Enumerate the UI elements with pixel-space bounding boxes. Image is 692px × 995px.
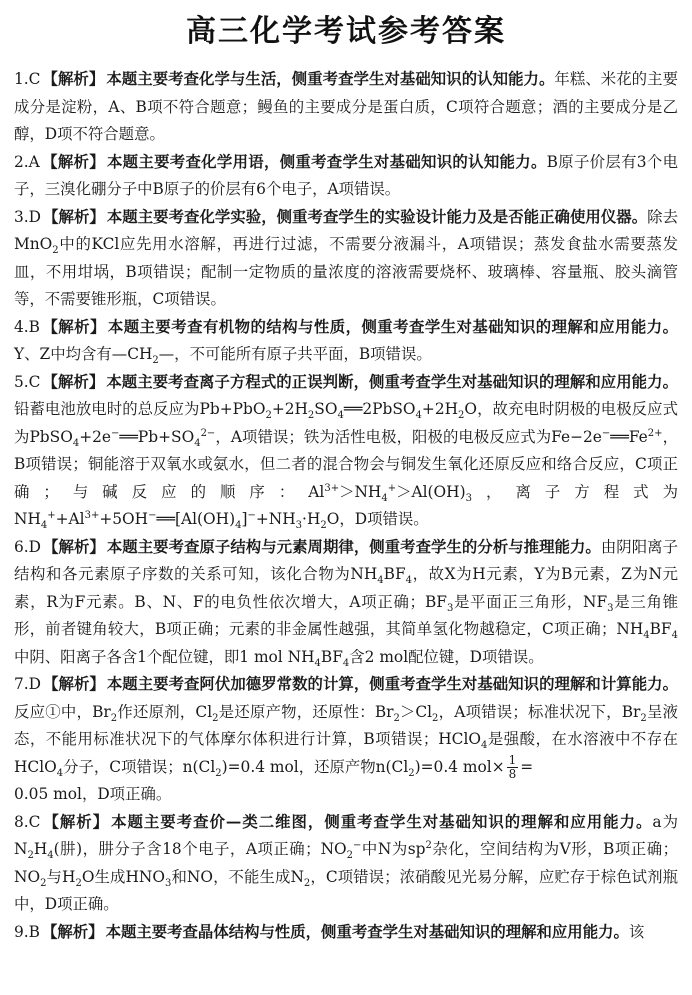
answer-item-7 [14,671,678,809]
subscript: 2 [110,712,118,724]
subscript: 2 [265,410,272,422]
answer-text: ，故X为H元素，Y为B元素，Z为N元素，R为F元素。B、N、F的电负性依次增大，A项正确；BF [14,565,678,611]
answer-text: O，故充电时阴极的电极反应式为PbSO [14,400,678,446]
answer-item-1 [14,66,678,149]
answer-text: ＞NH [339,482,382,501]
answer-text: a为N [14,812,678,858]
superscript: 2+ [647,427,663,439]
answer-text: Y、Z中均含有—CH [14,345,153,363]
answer-text: ] [241,510,248,528]
fraction [507,754,519,781]
answer-item-9 [14,919,678,947]
analysis-tag: 【解析】 [42,317,106,336]
answer-focus: 本题主要考查化学用语，侧重考查学生对基础知识的认知能力。 [106,152,547,171]
analysis-tag: 【解析】 [42,812,110,831]
answer-text: ══Pb+SO [119,427,195,446]
analysis-tag: 【解析】 [43,675,105,693]
answer-text: H [33,840,48,858]
answer-text: ＞Cl [399,702,433,721]
answer-text: 是还原产物，还原性：Br [218,702,394,721]
answer-focus: 本题主要考查阿伏加德罗常数的计算，侧重考查学生对基础知识的理解和计算能力。 [106,675,678,693]
subscript: 3 [465,492,472,504]
subscript: 4 [40,520,48,532]
subscript: 3 [607,602,614,614]
subscript: 2 [212,712,219,724]
answer-text: )=0.4 mol，还原产物n(Cl [221,757,409,776]
answer-text: ，A项错误；铁为活性电极，阳极的电极反应式为Fe−2e [215,427,602,446]
superscript: + [47,509,56,521]
answer-text: 作还原剂，Cl [117,702,213,721]
subscript: 2 [75,877,82,889]
answer-focus: 本题主要考查化学与生活，侧重考查学生对基础知识的认知能力。 [106,70,555,88]
answer-text: 分子，C项错误；n(Cl [63,757,216,776]
subscript: 2 [393,712,400,724]
answer-focus: 本题主要考查原子结构与元素周期律，侧重考查学生的分析与推理能力。 [106,537,601,556]
analysis-tag: 【解析】 [43,537,105,556]
subscript: 2 [27,850,34,862]
subscript: 4 [342,657,350,669]
answer-text: 中N为sp [361,840,426,858]
answer-text: O生成HNO [81,867,165,886]
answer-text: ══Fe [610,427,648,446]
superscript: 3+ [84,509,100,521]
subscript: 3 [164,877,172,889]
subscript: 4 [671,630,678,642]
analysis-tag: 【解析】 [42,922,104,941]
answer-number: 7.D [14,675,42,693]
answer-text: 中的KCl应先用水溶解，再进行过滤，不需要分液漏斗，A项错误；蒸发食盐水需要蒸发皿，不用坩埚，B项错误；配制一定物质的量浓度的溶液需要烧杯、玻璃棒、容量瓶、胶头滴管等，不需要锥形瓶，C项错误。 [14,235,678,308]
subscript: 2 [307,410,315,422]
answer-item-4 [14,314,678,369]
fraction-denominator: 8 [508,767,517,781]
subscript: 4 [72,437,80,449]
answer-text: BF [320,647,343,666]
fraction-numerator: 1 [508,753,517,767]
superscript: 2 [425,839,432,851]
superscript: 3+ [324,482,340,494]
subscript: 4 [377,575,384,587]
subscript: 2 [40,877,47,889]
subscript: 4 [314,657,321,669]
analysis-tag: 【解析】 [42,70,105,88]
answer-item-3 [14,204,678,314]
superscript: − [601,427,611,439]
answer-text: 年糕、米花的主要成分是淀粉，A、B项不符合题意；鳗鱼的主要成分是蛋白质，C项符合题意；酒的主要成分是乙醇，D项不符合题意。 [14,70,678,143]
page-title: 高三化学考试参考答案 [186,14,506,49]
superscript: 2− [200,427,216,439]
superscript: − [353,839,362,851]
subscript: 4 [194,437,201,449]
answer-focus: 本题主要考查价—类二维图，侧重考查学生对基础知识的理解和应用能力。 [111,812,653,831]
subscript: 4 [47,850,54,862]
answer-text: 是平面正三角形，NF [453,592,608,611]
answer-focus: 本题主要考查晶体结构与性质，侧重考查学生对基础知识的理解和应用能力。 [105,922,629,941]
subscript: 3 [446,602,454,614]
analysis-tag: 【解析】 [41,152,105,171]
answer-text: 铅蓄电池放电时的总反应为Pb+PbO [14,400,266,418]
answer-text: ＞Al(OH) [396,482,466,501]
subscript: 2 [52,245,59,257]
answer-text: 杂化，空间结构为V形，B项正确；NO [14,840,678,886]
answer-text: +2H [271,400,308,418]
answer-text: SO [314,400,338,418]
answer-text: O，D项错误。 [326,510,429,528]
subscript: 2 [408,767,415,779]
answer-text: )=0.4 mol× [414,757,505,776]
analysis-tag: 【解析】 [42,372,105,391]
answer-text: ，A项错误；标准状况下，Br [438,702,641,721]
answer-text: 是强酸，在水溶液中不存在HClO [14,730,678,776]
answer-text: 呈液态，不能用标准状况下的气体摩尔体积进行计算，B项错误；HClO [14,702,678,748]
subscript: 4 [235,520,242,532]
answer-text: BF [383,565,406,583]
subscript: 4 [56,767,64,779]
answer-text: = [520,757,534,776]
answer-number: 9.B [14,922,40,941]
superscript: − [111,427,120,439]
answer-text: ，C项错误；浓硝酸见光易分解，应贮存于棕色试剂瓶中，D项正确。 [14,867,679,913]
subscript: 4 [337,410,344,422]
answer-text: 由阴阳离子结构和各元素原子序数的关系可知，该化合物为NH [14,537,678,583]
subscript: 4 [381,492,388,504]
subscript: 2 [303,877,311,889]
answer-text: +5OH [99,510,149,528]
subscript: 2 [215,767,222,779]
answer-text: 和NO，不能生成N [171,867,304,886]
superscript: − [247,509,256,521]
subscript: 4 [643,630,650,642]
subscript: 4 [415,410,422,422]
subscript: 3 [295,520,303,532]
answer-text: 中阴、阳离子各含1个配位键，即1 mol NH [14,647,315,666]
answer-text: ，B项错误；铜能溶于双氧水或氨水，但二者的混合物会与铜发生氧化还原反应和络合反应，C项正确；与碱反应的顺序：Al [14,427,678,501]
answer-number: 1.C [14,70,41,88]
answer-text: +2e [79,427,111,446]
answer-text: ══[Al(OH) [156,510,236,528]
answer-text: ══2PbSO [343,400,416,418]
analysis-tag: 【解析】 [43,207,105,226]
answer-number: 8.C [14,812,41,831]
subscript: 4 [481,740,488,752]
answer-item-5 [14,369,678,534]
answer-text: 0.05 mol，D项正确。 [14,785,172,803]
answer-text: 反应①中，Br [14,702,111,721]
answer-number: 2.A [14,152,40,171]
answer-number: 6.D [14,537,42,556]
answer-text: 该 [628,922,645,941]
answer-text: BF [649,620,672,638]
answer-item-8 [14,809,678,919]
subscript: 4 [405,575,413,587]
answer-text: —，不可能所有原子共平面，B项错误。 [158,345,432,363]
answer-focus: 本题主要考查化学实验，侧重考查学生的实验设计能力及是否能正确使用仪器。 [106,207,648,226]
subscript: 2 [346,850,354,862]
answer-text: 与H [46,867,76,886]
answer-text: B原子价层有3个电子，三溴化硼分子中B原子的价层有6个电子，A项错误。 [14,152,678,198]
subscript: 2 [432,712,439,724]
answer-focus: 本题主要考查有机物的结构与性质，侧重考查学生对基础知识的理解和应用能力。 [107,317,678,336]
answer-text: +Al [55,510,85,528]
answer-text: ·H [302,510,321,528]
superscript: − [148,509,157,521]
answer-text: +NH [255,510,296,528]
answer-list [14,66,678,946]
answer-number: 4.B [14,317,40,336]
answer-text: 含2 mol配位键，D项错误。 [349,647,544,666]
answer-text: 是三角锥形，前者键角较大，B项正确；元素的非金属性越强，其简单氢化物越稳定，C项正确；NH [14,592,678,638]
answer-item-6 [14,534,678,672]
answer-text: +2H [421,400,459,418]
answer-text: (肼)，肼分子含18个电子，A项正确；NO [53,840,347,858]
subscript: 2 [152,355,159,367]
answer-focus: 本题主要考查离子方程式的正误判断，侧重考查学生对基础知识的理解和应用能力。 [106,372,678,391]
superscript: + [387,482,397,494]
answer-text: ，离子方程式为NH [14,482,678,528]
subscript: 2 [320,520,327,532]
answer-text: 除去MnO [14,207,678,253]
answer-number: 3.D [14,207,42,226]
answer-item-2 [14,149,678,204]
answer-number: 5.C [14,372,41,391]
subscript: 2 [640,712,647,724]
subscript: 2 [458,410,465,422]
